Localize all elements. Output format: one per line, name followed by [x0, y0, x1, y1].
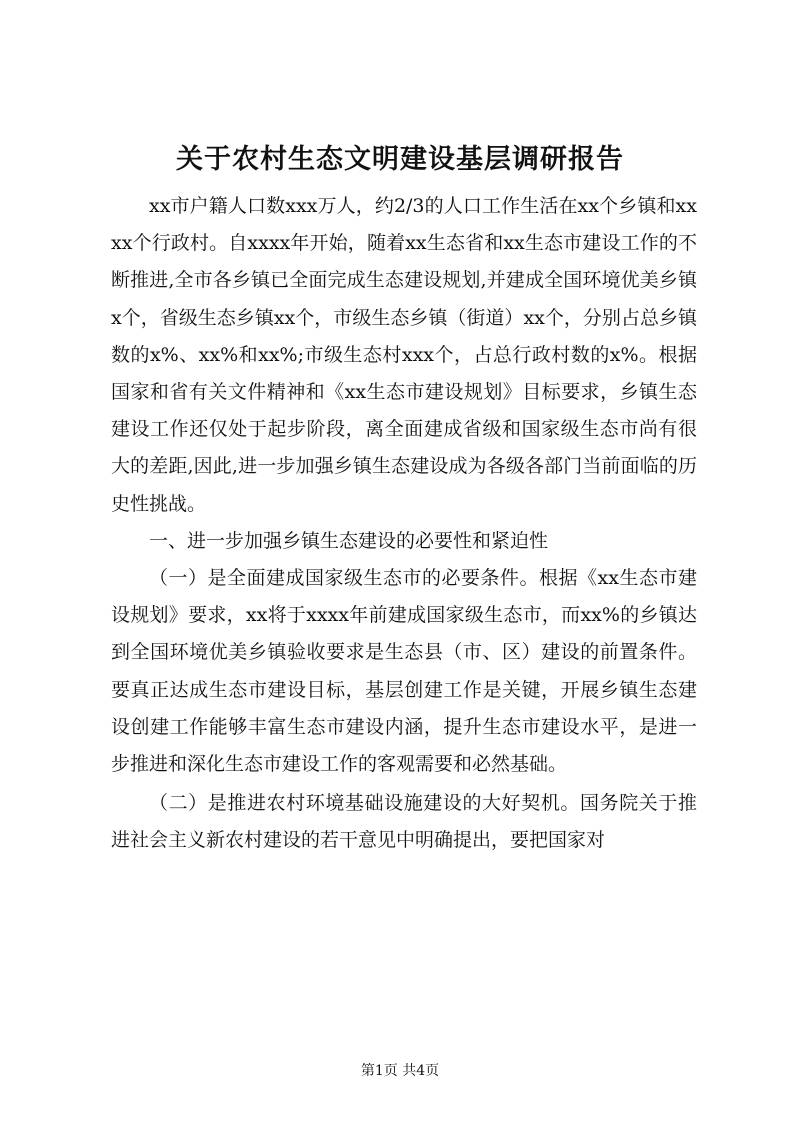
paragraph-intro: xx市户籍人口数xxx万人，约2/3的人口工作生活在xx个乡镇和xxxx个行政村。自xxxx年开始，随着xx生态省和xx生态市建设工作的不断推进,全市各乡镇已全面完成生态建设规划,并建成全国环境优美乡镇x个，省级生态乡镇xx个，市级生态乡镇（街道）xx个，分别占总乡镇数的x%、xx%和xx%;市级生态村xxx个，占总行政村数的x%。根据国家和省有关文件精神和《xx生态市建设规划》目标要求，乡镇生态建设工作还仅处于起步阶段，离全面建成省级和国家级生态市尚有很大的差距,因此,进一步加强乡镇生态建设成为各级各部门当前面临的历史性挑战。 — [111, 195, 697, 515]
document-title: 关于农村生态文明建设基层调研报告 — [176, 144, 624, 175]
document-body — [111, 188, 697, 860]
page-number-footer: 第1页 共4页 — [360, 1063, 440, 1079]
paragraph-point-2: （二）是推进农村环境基础设施建设的大好契机。国务院关于推进社会主义新农村建设的若干意见中明确提出，要把国家对 — [111, 792, 697, 852]
paragraph-point-1: （一）是全面建成国家级生态市的必要条件。根据《xx生态市建设规划》要求，xx将于xxxx年前建成国家级生态市，而xx%的乡镇达到全国环境优美乡镇验收要求是生态县（市、区）建设的前置条件。要真正达成生态市建设目标，基层创建工作是关键，开展乡镇生态建设创建工作能够丰富生态市建设内涵，提升生态市建设水平，是进一步推进和深化生态市建设工作的客观需要和必然基础。 — [111, 567, 697, 776]
section-heading-1: 一、进一步加强乡镇生态建设的必要性和紧迫性 — [149, 529, 549, 552]
